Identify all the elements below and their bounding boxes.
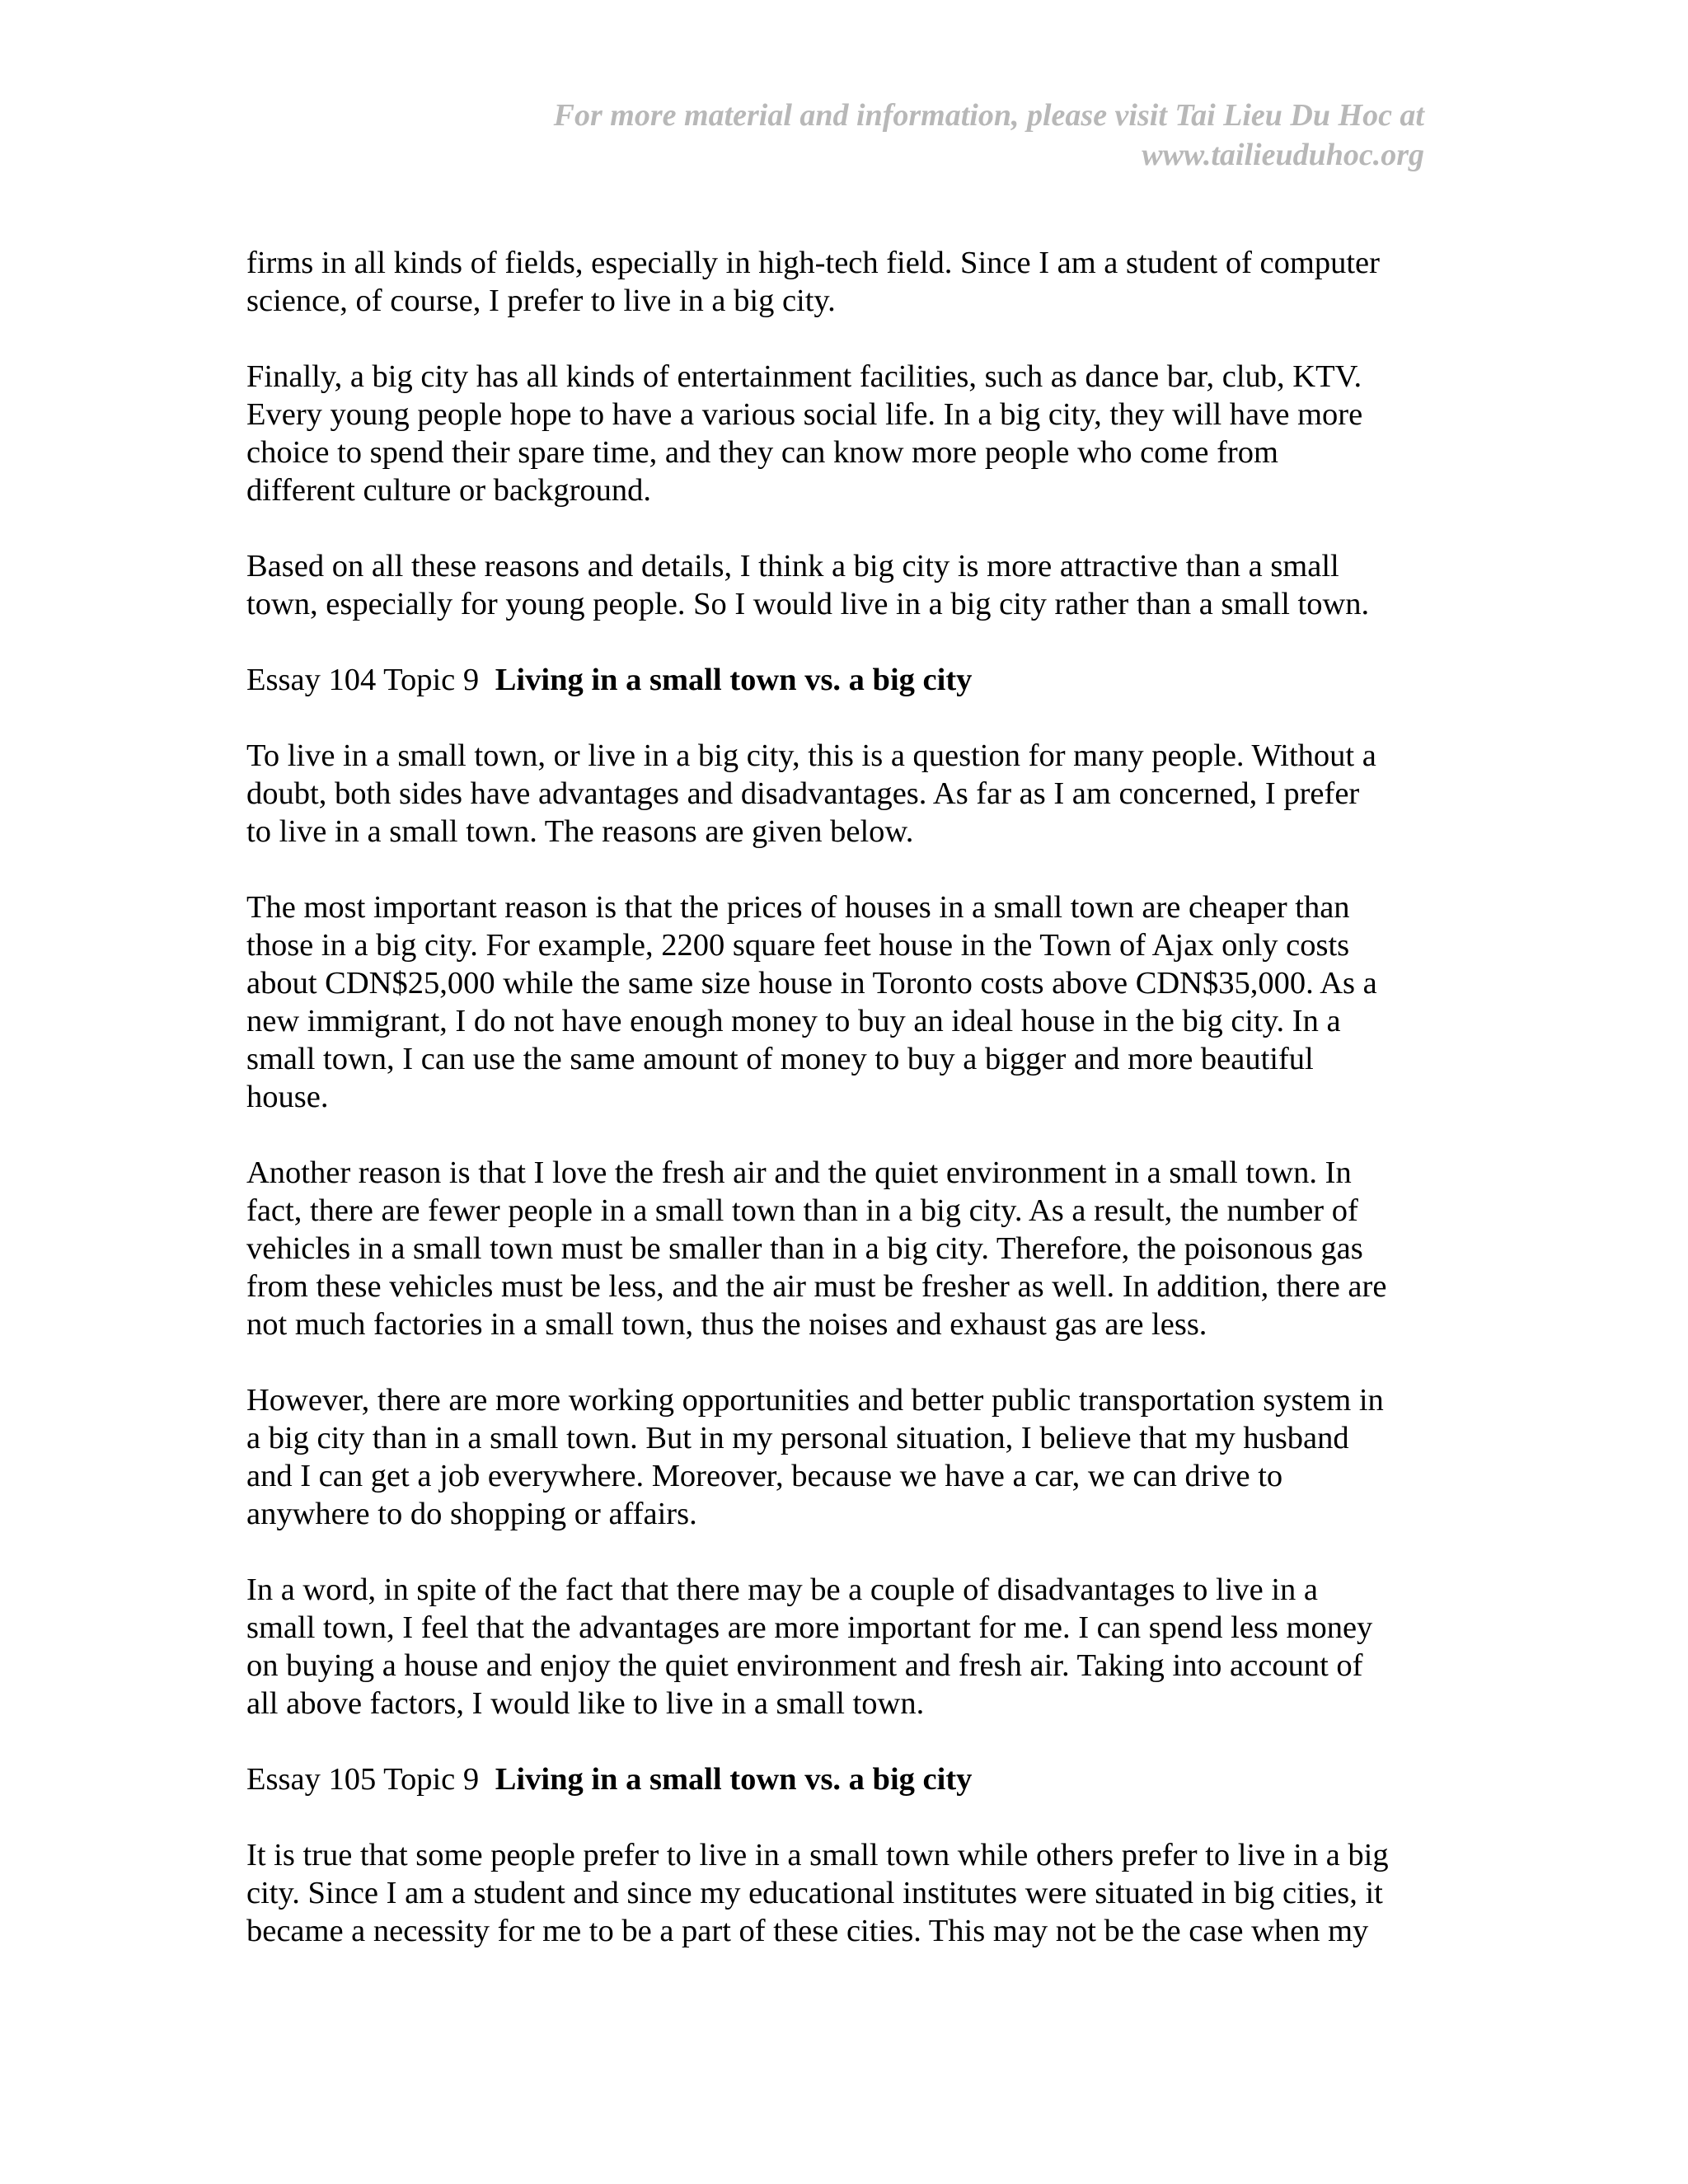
text-line: Based on all these reasons and details, I think a big city is more attractive than a small	[246, 549, 1339, 583]
text-line: However, there are more working opportunities and better public transportation system in	[246, 1383, 1384, 1418]
text-line: Finally, a big city has all kinds of entertainment facilities, such as dance bar, club, KTV.	[246, 359, 1362, 394]
text-line: anywhere to do shopping or affairs.	[246, 1497, 697, 1531]
paragraph	[246, 358, 1433, 509]
text-line: not much factories in a small town, thus the noises and exhaust gas are less.	[246, 1307, 1207, 1342]
text-line: It is true that some people prefer to live in a small town while others prefer to live in a big	[246, 1838, 1389, 1872]
paragraph	[246, 1571, 1433, 1722]
paragraph	[246, 547, 1433, 623]
text-line: small town, I can use the same amount of money to buy a bigger and more beautiful	[246, 1042, 1314, 1076]
text-line: firms in all kinds of fields, especially in high-tech field. Since I am a student of computer	[246, 246, 1380, 280]
paragraph	[246, 1154, 1433, 1343]
text-line: house.	[246, 1080, 329, 1114]
text-line: a big city than in a small town. But in my personal situation, I believe that my husband	[246, 1421, 1349, 1455]
text-line: The most important reason is that the prices of houses in a small town are cheaper than	[246, 890, 1350, 925]
essay-heading-prefix: Essay 104 Topic 9	[246, 663, 480, 697]
document-body	[246, 244, 1433, 1988]
text-line: city. Since I am a student and since my educational institutes were situated in big cities, it	[246, 1876, 1383, 1910]
text-line: science, of course, I prefer to live in a big city.	[246, 284, 836, 318]
text-line: different culture or background.	[246, 473, 652, 508]
paragraph	[246, 1381, 1433, 1533]
text-line: to live in a small town. The reasons are given below.	[246, 814, 914, 849]
essay-heading-title: Living in a small town vs. a big city	[495, 663, 973, 697]
text-line: Every young people hope to have a various social life. In a big city, they will have more	[246, 397, 1363, 432]
header-line: www.tailieuduhoc.org	[1142, 138, 1424, 172]
text-line: town, especially for young people. So I would live in a big city rather than a small town.	[246, 587, 1370, 621]
text-line: Another reason is that I love the fresh air and the quiet environment in a small town. In	[246, 1155, 1352, 1190]
text-line: In a word, in spite of the fact that there may be a couple of disadvantages to live in a	[246, 1572, 1318, 1607]
essay-heading-title: Living in a small town vs. a big city	[495, 1762, 973, 1797]
paragraph	[246, 737, 1433, 851]
text-line: choice to spend their spare time, and they can know more people who come from	[246, 435, 1278, 470]
paragraph	[246, 1836, 1433, 1950]
text-line: became a necessity for me to be a part of these cities. This may not be the case when my	[246, 1914, 1369, 1948]
essay-heading	[246, 1760, 1433, 1798]
text-line: fact, there are fewer people in a small town than in a big city. As a result, the number of	[246, 1193, 1358, 1228]
text-line: on buying a house and enjoy the quiet environment and fresh air. Taking into account of	[246, 1648, 1363, 1683]
text-line: all above factors, I would like to live in a small town.	[246, 1686, 925, 1721]
essay-heading	[246, 661, 1433, 699]
text-line: those in a big city. For example, 2200 square feet house in the Town of Ajax only costs	[246, 928, 1350, 963]
text-line: To live in a small town, or live in a big city, this is a question for many people. Without a	[246, 738, 1376, 773]
page-header	[188, 96, 1424, 175]
text-line: vehicles in a small town must be smaller than in a big city. Therefore, the poisonous gas	[246, 1231, 1363, 1266]
paragraph	[246, 244, 1433, 320]
text-line: small town, I feel that the advantages are more important for me. I can spend less money	[246, 1610, 1373, 1645]
text-line: from these vehicles must be less, and the air must be fresher as well. In addition, there are	[246, 1269, 1387, 1304]
text-line: doubt, both sides have advantages and disadvantages. As far as I am concerned, I prefer	[246, 776, 1360, 811]
essay-heading-prefix: Essay 105 Topic 9	[246, 1762, 480, 1797]
paragraph	[246, 888, 1433, 1116]
text-line: and I can get a job everywhere. Moreover, because we have a car, we can drive to	[246, 1459, 1283, 1493]
text-line: new immigrant, I do not have enough money to buy an ideal house in the big city. In a	[246, 1004, 1341, 1038]
text-line: about CDN$25,000 while the same size house in Toronto costs above CDN$35,000. As a	[246, 966, 1377, 1001]
header-line: For more material and information, please visit Tai Lieu Du Hoc at	[553, 98, 1424, 133]
